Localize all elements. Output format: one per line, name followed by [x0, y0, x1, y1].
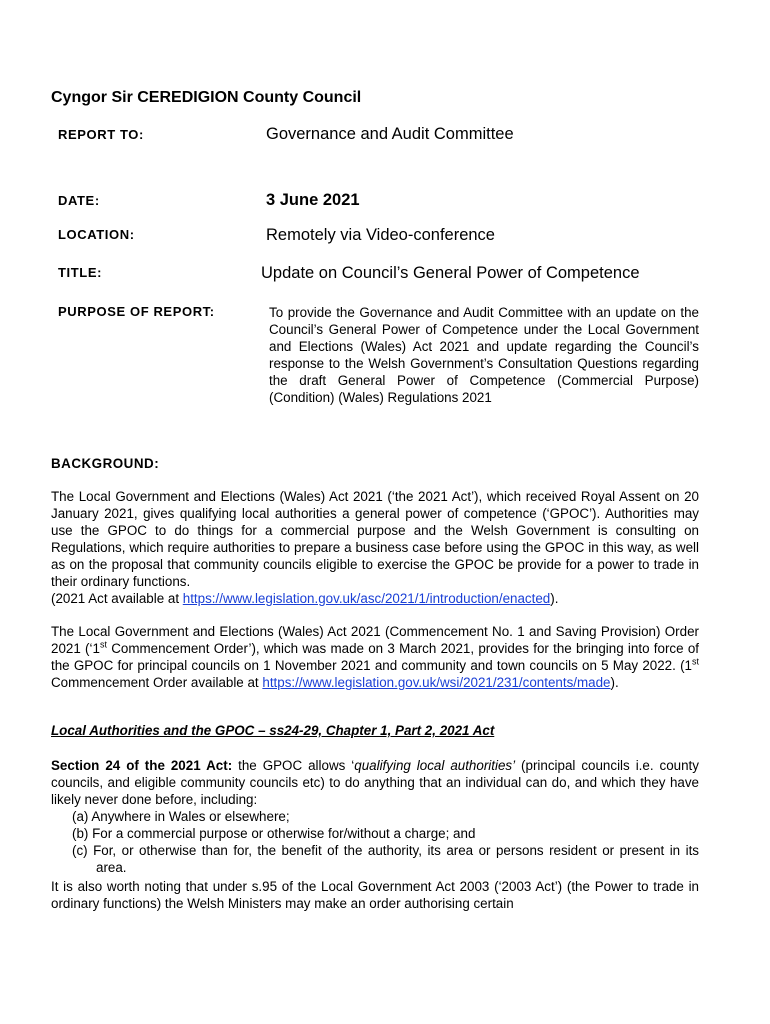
title-value: Update on Council’s General Power of Competence — [261, 264, 640, 282]
date-value: 3 June 2021 — [266, 191, 360, 209]
purpose-text: To provide the Governance and Audit Committee with an update on the Council’s General Power of Competence under the Local Government and Elections (Wales) Act 2021 and update regarding the Council’s response to the Welsh Government’s Consultation Questions regarding the draft General Power of Competence (Commercial Purpose) (Condition) (Wales) Regulations 2021 — [269, 305, 699, 405]
section-heading: Local Authorities and the GPOC – ss24-29, Chapter 1, Part 2, 2021 Act — [51, 723, 495, 738]
final-para: It is also worth noting that under s.95 of the Local Government Act 2003 (‘2003 Act’) (the Power to trade in ordinary functions) the Welsh Ministers may make an order authorising certain — [51, 879, 699, 911]
purpose-label: PURPOSE OF REPORT: — [58, 304, 215, 319]
act-2021-link[interactable]: https://www.legislation.gov.uk/asc/2021/1/introduction/enacted — [182, 591, 551, 606]
report-to-label: REPORT TO: — [58, 127, 144, 142]
list-item: (c) For, or otherwise than for, the benefit of the authority, its area or persons resident or present in its area. — [72, 843, 699, 875]
date-label: DATE: — [58, 193, 100, 208]
background-para-1 — [51, 488, 699, 607]
background-para-1-text: The Local Government and Elections (Wales) Act 2021 (‘the 2021 Act’), which received Royal Assent on 20 January 2021, gives qualifying local authorities a general power of competence (‘GPOC’). Authorities may use the GPOC to do things for a commercial purpose and the Welsh Government is consulting on Regulations, which require authorities to prepare a business case before using the GPOC in this way, as well as on the proposal that community councils eligible to exercise the GPOC be provide for a power to trade in their ordinary functions. — [51, 489, 699, 589]
background-heading: BACKGROUND: — [51, 456, 160, 471]
section-24-para — [51, 757, 699, 876]
location-label: LOCATION: — [58, 227, 135, 242]
section-24-italic: qualifying local authorities’ — [354, 758, 516, 773]
powers-list — [51, 808, 699, 876]
location-value: Remotely via Video-conference — [266, 226, 495, 244]
para-2-text-b: Commencement Order’), which was made on 3 March 2021, provides for the bringing into force of the GPOC for principal councils on 1 November 2021 and community and town councils on 5 May 2022. (1 — [51, 641, 699, 673]
act-link-prefix: (2021 Act available at — [51, 591, 183, 606]
para-2-text-a: The Local Government and Elections (Wales) Act 2021 (Commencement No. 1 and Saving Provision) Order 2021 (‘1 — [51, 624, 699, 656]
council-name: Cyngor Sir CEREDIGION County Council — [51, 89, 362, 106]
section-24-bold: Section 24 of the 2021 Act: — [51, 758, 233, 773]
para-2-suffix: ). — [610, 675, 619, 690]
title-label: TITLE: — [58, 265, 103, 280]
act-link-suffix: ). — [550, 591, 559, 606]
list-item: (a) Anywhere in Wales or elsewhere; — [72, 809, 290, 824]
section-24-text-a: the GPOC allows ‘ — [232, 758, 355, 773]
commencement-order-link[interactable]: https://www.legislation.gov.uk/wsi/2021/231/contents/made — [262, 675, 611, 690]
list-item: (b) For a commercial purpose or otherwise for/without a charge; and — [72, 826, 476, 841]
para-2-sup-2: st — [691, 656, 699, 667]
para-2-text-c: Commencement Order available at — [51, 675, 263, 690]
para-2-sup-1: st — [99, 639, 107, 650]
background-para-2 — [51, 623, 699, 691]
report-to-value: Governance and Audit Committee — [266, 125, 514, 143]
section-24-text-b: (principal councils i.e. county councils, and eligible community councils etc) to do anything that an individual can do, and which they have likely never done before, including: — [51, 758, 699, 807]
